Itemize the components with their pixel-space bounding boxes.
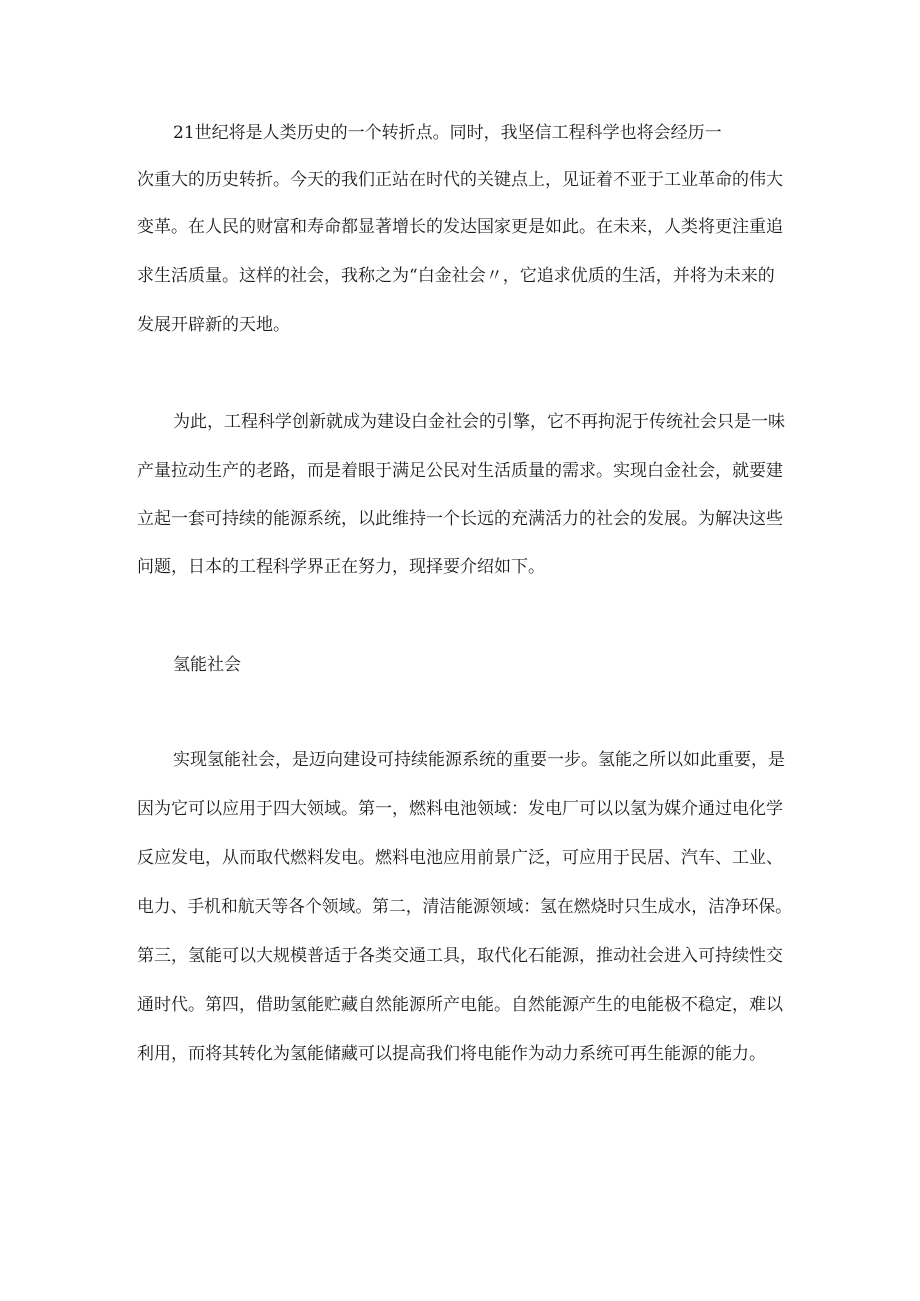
paragraph-line: 实现氢能社会，是迈向建设可持续能源系统的重要一步。氢能之所以如此重要，是 [173,750,785,770]
paragraph-line: 次重大的历史转折。今天的我们正站在时代的关键点上，见证着不亚于工业革命的伟大 [137,170,783,190]
paragraph-line: 为此，工程科学创新就成为建设白金社会的引擎，它不再拘泥于传统社会只是一味 [173,412,785,432]
paragraph-line: 电力、手机和航天等各个领域。第二，清洁能源领域：氢在燃烧时只生成水，洁净环保。 [137,897,792,917]
paragraph-line: 求生活质量。这样的社会，我称之为“白金社会〃，它追求优质的生活，并将为未来的 [137,266,775,286]
paragraph-line: 立起一套可持续的能源系统，以此维持一个长远的充满活力的社会的发展。为解决这些 [137,509,783,529]
paragraph-line: 通时代。第四，借助氢能贮藏自然能源所产电能。自然能源产生的电能极不稳定，难以 [137,995,783,1015]
paragraph-line: 发展开辟新的天地。 [137,315,290,335]
paragraph-line: 因为它可以应用于四大领域。第一，燃料电池领域：发电厂可以以氢为媒介通过电化学 [137,799,783,819]
paragraph-line: 反应发电，从而取代燃料发电。燃料电池应用前景广泛，可应用于民居、汽车、工业、 [137,848,783,868]
paragraph-line: 第三，氢能可以大规模普适于各类交通工具，取代化石能源，推动社会进入可持续性交 [137,946,783,966]
section-heading: 氢能社会 [173,655,241,675]
paragraph-line: 产量拉动生产的老路，而是着眼于满足公民对生活质量的需求。实现白金社会，就要建 [137,461,783,481]
paragraph-line: 问题，日本的工程科学界正在努力，现择要介绍如下。 [137,557,545,577]
paragraph-line: 利用，而将其转化为氢能储藏可以提高我们将电能作为动力系统可再生能源的能力。 [137,1044,766,1064]
paragraph-line: 变革。在人民的财富和寿命都显著增长的发达国家更是如此。在未来，人类将更注重追 [137,217,783,237]
paragraph-line: 21世纪将是人类历史的一个转折点。同时，我坚信工程科学也将会经历一 [173,123,722,143]
